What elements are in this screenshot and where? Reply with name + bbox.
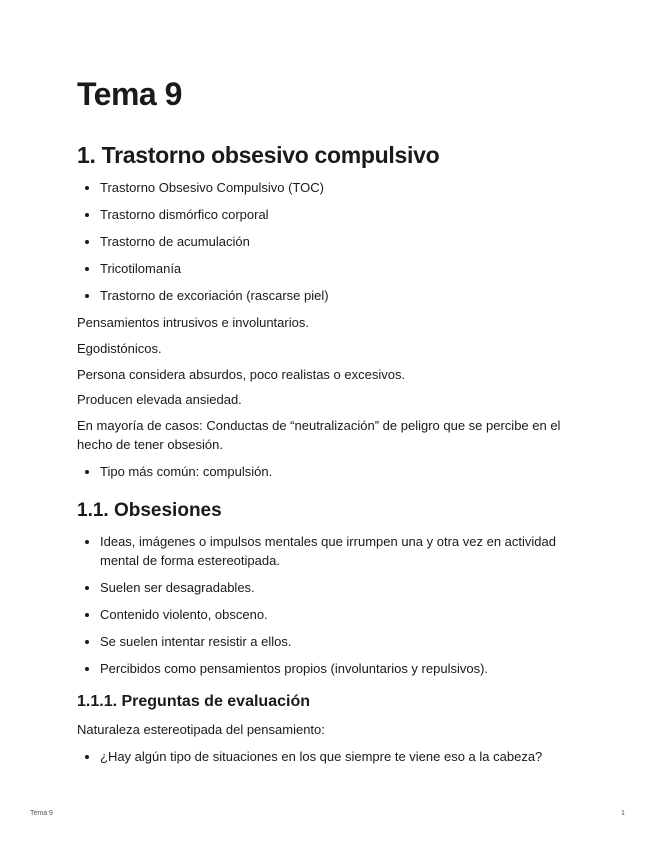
bullet-icon [85,755,89,759]
compulsion-list [77,462,577,489]
section-heading-preguntas: 1.1.1. Preguntas de evaluación [77,693,310,710]
list-item: Ideas, imágenes o impulsos mentales que irrumpen una y otra vez en actividad mental de forma estereotipada. [77,532,577,570]
bullet-icon [85,667,89,671]
paragraph: Pensamientos intrusivos e involuntarios. [77,315,309,330]
paragraph: En mayoría de casos: Conductas de “neutralización” de peligro que se percibe en el hecho de tener obsesión. [77,418,561,452]
bullet-icon [85,613,89,617]
list-item: Contenido violento, obsceno. [77,605,577,624]
list-item: Trastorno de acumulación [77,232,577,251]
list-item: Trastorno dismórfico corporal [77,205,577,224]
bullet-icon [85,586,89,590]
list-item: ¿Hay algún tipo de situaciones en los que siempre te viene eso a la cabeza? [77,747,577,766]
bullet-icon [85,294,89,298]
bullet-icon [85,267,89,271]
obsessions-list [77,532,577,686]
paragraph: Naturaleza estereotipada del pensamiento: [77,722,325,737]
bullet-icon [85,213,89,217]
list-item: Percibidos como pensamientos propios (involuntarios y repulsivos). [77,659,577,678]
document-title: Tema 9 [77,76,182,112]
list-item: Trastorno Obsesivo Compulsivo (TOC) [77,178,577,197]
section-heading-obsesiones: 1.1. Obsesiones [77,500,222,521]
page-number: 1 [621,810,625,817]
bullet-icon [85,240,89,244]
bullet-icon [85,540,89,544]
bullet-icon [85,186,89,190]
section-heading-toc: 1. Trastorno obsesivo compulsivo [77,142,440,168]
list-item: Tricotilomanía [77,259,577,278]
disorder-list [77,178,577,313]
list-item: Se suelen intentar resistir a ellos. [77,632,577,651]
paragraph: Producen elevada ansiedad. [77,392,242,407]
list-item: Suelen ser desagradables. [77,578,577,597]
list-item: Trastorno de excoriación (rascarse piel) [77,286,577,305]
questions-list [77,747,577,774]
paragraph: Persona considera absurdos, poco realistas o excesivos. [77,367,406,382]
bullet-icon [85,640,89,644]
bullet-icon [85,470,89,474]
footer-title: Tema 9 [30,810,53,817]
paragraph: Egodistónicos. [77,341,162,356]
list-item: Tipo más común: compulsión. [77,462,577,481]
